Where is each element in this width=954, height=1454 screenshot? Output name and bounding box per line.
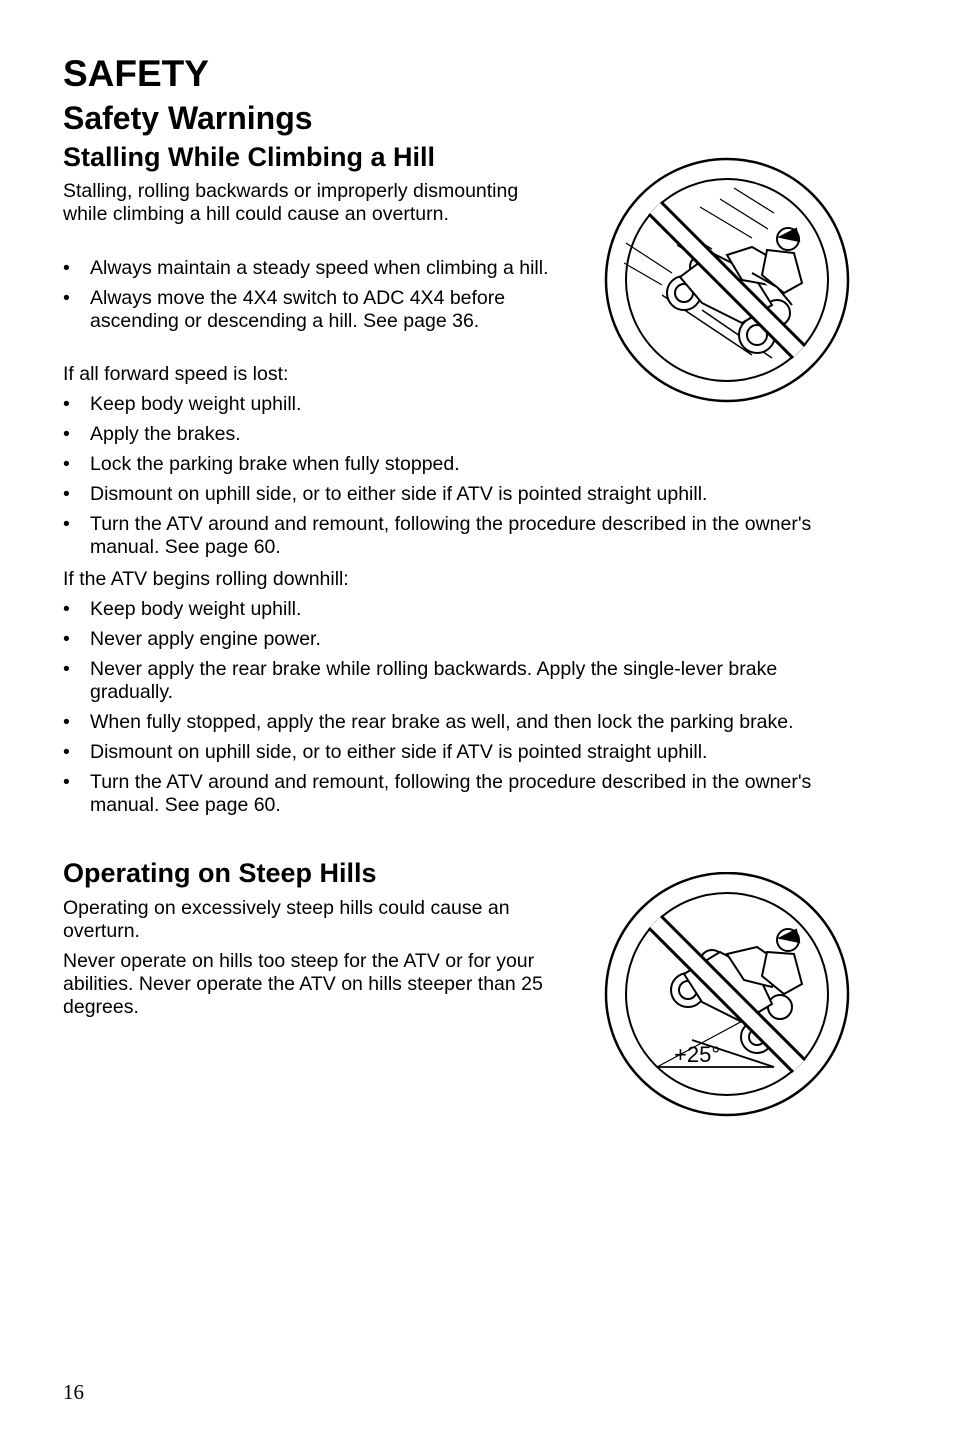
list-item: • Never apply engine power. xyxy=(63,628,321,650)
list-item: • Dismount on uphill side, or to either side if ATV is pointed straight uphill. xyxy=(63,741,708,763)
slope-angle-label: +25° xyxy=(674,1042,721,1067)
no-stalling-on-hill-icon xyxy=(602,155,852,405)
steep-hills-para-1: Operating on excessively steep hills could cause an overturn. xyxy=(63,897,510,942)
page-number: 16 xyxy=(63,1380,84,1404)
list-item: • Always maintain a steady speed when climbing a hill. xyxy=(63,257,549,279)
list-item: • Apply the brakes. xyxy=(63,423,241,445)
list-item: • When fully stopped, apply the rear brake as well, and then lock the parking brake. xyxy=(63,711,794,733)
heading-stalling: Stalling While Climbing a Hill xyxy=(63,142,436,172)
list-item: • Always move the 4X4 switch to ADC 4X4 before ascending or descending a hill. See page 36. xyxy=(63,287,506,332)
stalling-bullets-c xyxy=(63,598,863,824)
no-steep-hill-icon xyxy=(602,872,852,1122)
list-item: • Turn the ATV around and remount, following the procedure described in the owner's manual. See page 60. xyxy=(63,771,812,816)
lead-rolling-downhill: If the ATV begins rolling downhill: xyxy=(63,568,349,590)
list-item: • Dismount on uphill side, or to either side if ATV is pointed straight uphill. xyxy=(63,483,708,505)
list-item: • Never apply the rear brake while rolling backwards. Apply the single-lever brake gradually. xyxy=(63,658,778,703)
list-item: • Lock the parking brake when fully stopped. xyxy=(63,453,460,475)
steep-hills-para-2: Never operate on hills too steep for the ATV or for your abilities. Never operate the ATV on hills steeper than 25 degrees. xyxy=(63,950,543,1018)
page-title: SAFETY xyxy=(63,53,209,94)
list-item: • Turn the ATV around and remount, following the procedure described in the owner's manual. See page 60. xyxy=(63,513,812,558)
stalling-bullets-b xyxy=(63,393,863,566)
stalling-intro: Stalling, rolling backwards or improperly dismounting while climbing a hill could cause an overturn. xyxy=(63,180,519,225)
list-item: • Keep body weight uphill. xyxy=(63,598,302,620)
section-title: Safety Warnings xyxy=(63,100,313,136)
lead-forward-speed-lost: If all forward speed is lost: xyxy=(63,363,289,385)
heading-steep-hills: Operating on Steep Hills xyxy=(63,858,377,888)
stalling-bullets-a xyxy=(63,257,573,340)
list-item: • Keep body weight uphill. xyxy=(63,393,302,415)
